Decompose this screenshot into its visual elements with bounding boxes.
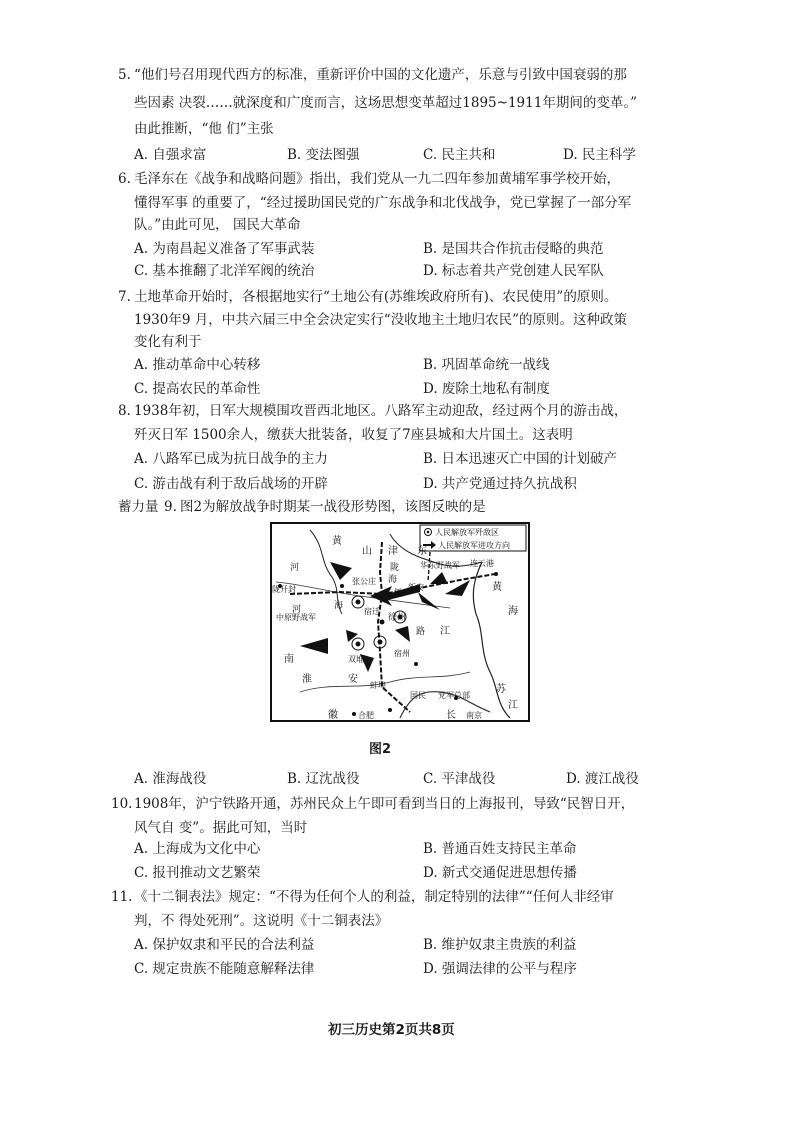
q6-stem-line-3: 队。”由此可见， 国民大革命	[134, 217, 301, 233]
q9-lead: 蓄力量	[118, 499, 159, 515]
q7-stem-line-2: 1930年9 月，中共六届三中全会决定实行“没收地主土地归农民”的原则。这种政策	[134, 312, 628, 328]
q10-option-c: C. 报刊推动文艺繁荣	[134, 865, 261, 881]
q7-option-c: C. 提高农民的革命性	[134, 381, 261, 397]
q6-stem-line-1: 毛泽东在《战争和战略问题》指出，我们党从一九二四年参加黄埔军事学校开始，	[134, 171, 620, 187]
q5-stem-line-3: 由此推断，“他 们”主张	[134, 121, 274, 137]
map-label: 东	[417, 546, 427, 557]
q7-option-d: D. 废除土地私有制度	[423, 381, 550, 397]
q10-option-d: D. 新式交通促进思想传播	[423, 865, 577, 881]
q10-stem-line-1: 1908年，沪宁铁路开通，苏州民众上午即可看到当日的上海报刊，导致“民智日开，	[134, 796, 635, 812]
q9-option-d: D. 渡江战役	[566, 771, 639, 787]
q8-stem-line-2: 歼灭日军 1500余人，缴获大批装备，收复了7座县城和大片国土。这表明	[134, 427, 573, 443]
map-label: 双堆	[348, 655, 364, 664]
q10-option-b: B. 普通百姓支持民主革命	[423, 841, 577, 857]
map-label: 路	[416, 627, 426, 637]
q5-stem-line-1: “他们号召用现代西方的标准，重新评价中国的文化遗产，乐意与引致中国衰弱的那	[134, 67, 627, 83]
q5-stem-line-2: 些因素 决裂……就深度和广度而言，这场思想变革超过1895~1911年期间的变革。”	[134, 95, 637, 111]
map-label: 国民	[410, 691, 426, 700]
q5-option-d: D. 民主科学	[563, 147, 636, 163]
map-label: 华东野战军	[420, 561, 460, 570]
map-label: 徐州	[388, 613, 407, 623]
q11-option-c: C. 规定贵族不能随意解释法律	[134, 961, 315, 977]
map-label: 江	[440, 626, 450, 637]
map-label: 河	[290, 563, 300, 573]
q7-stem-line-3: 变化有利于	[134, 334, 202, 350]
q10-number: 10.	[111, 796, 133, 812]
q9-option-a: A. 淮海战役	[134, 771, 207, 787]
map-label: 宿州	[394, 649, 410, 658]
map-label: 中原野战军	[276, 613, 316, 622]
q11-option-b: B. 维护奴隶主贵族的利益	[423, 937, 577, 953]
q11-stem-line-2: 判，不 得处死刑”。这说明《十二铜表法》	[134, 913, 389, 929]
legend-annihilation-zone: 人民解放军歼敌区	[435, 528, 499, 537]
map-label: 山	[362, 546, 372, 557]
map-label: 淮	[302, 674, 312, 685]
q7-option-a: A. 推动革命中心转移	[134, 357, 261, 373]
map-label: 安	[348, 674, 358, 685]
q9-stem: 图2为解放战争时期某一战役形势图，该图反映的是	[180, 499, 486, 515]
map-label: 党军总部	[438, 691, 470, 700]
map-label: 海	[388, 575, 398, 585]
map-label: 铁	[394, 589, 404, 599]
map-label: 合肥	[358, 711, 374, 720]
q11-number: 11.	[111, 889, 133, 905]
q8-option-b: B. 日本迅速灭亡中国的计划破产	[423, 451, 618, 467]
q6-option-a: A. 为南昌起义准备了军事武装	[134, 241, 315, 257]
q6-option-b: B. 是国共合作抗击侵略的典范	[423, 241, 604, 257]
q8-number: 8.	[118, 403, 131, 419]
map-label: 徽	[328, 710, 338, 721]
map-label: 河	[292, 605, 302, 615]
map-label: 江	[508, 700, 518, 711]
q11-stem-line-1: 《十二铜表法》规定：“不得为任何个人的利益，制定特别的法律”“任何人非经审	[134, 889, 614, 905]
q6-option-c: C. 基本推翻了北洋军阀的统治	[134, 263, 315, 279]
map-label: 陇开封	[272, 585, 296, 594]
q10-option-a: A. 上海成为文化中心	[134, 841, 261, 857]
figure-caption: 图2	[369, 742, 392, 757]
page-footer: 初三历史第2页共8页	[328, 1022, 455, 1038]
map-label: 海	[334, 601, 344, 611]
map-label: 黄	[332, 536, 342, 547]
q5-option-b: B. 变法图强	[287, 147, 360, 163]
q6-number: 6.	[118, 171, 131, 187]
legend-attack-direction: 人民解放军进攻方向	[438, 541, 510, 550]
map-label: 蚌埠	[370, 681, 386, 690]
q11-option-d: D. 强调法律的公平与程序	[423, 961, 577, 977]
q9-option-b: B. 辽沈战役	[287, 771, 360, 787]
map-label: 海	[508, 606, 518, 617]
q8-option-d: D. 共产党通过持久抗战积	[423, 476, 577, 492]
q8-option-c: C. 游击战有利于敌后战场的开辟	[134, 476, 328, 492]
q7-option-b: B. 巩固革命统一战线	[423, 357, 550, 373]
q7-number: 7.	[118, 289, 131, 305]
map-label: 连云港	[470, 559, 494, 568]
q6-option-d: D. 标志着共产党创建人民军队	[423, 263, 604, 279]
map-label: 张公庄	[352, 577, 376, 586]
map-label: 南	[284, 654, 294, 665]
q7-stem-line-1: 土地革命开始时，各根据地实行“土地公有(苏维埃政府所有)、农民使用”的原则。	[134, 289, 618, 305]
q10-stem-line-2: 风气自 变”。据此可知，当时	[134, 820, 308, 836]
q5-option-a: A. 自强求富	[134, 147, 207, 163]
battle-map-figure	[270, 522, 530, 722]
map-label: 长	[446, 710, 456, 721]
q5-number: 5.	[118, 67, 131, 83]
map-label: 津	[388, 546, 398, 557]
q8-stem-line-1: 1938年初，日军大规模围攻晋西北地区。八路军主动迎敌，经过两个月的游击战，	[134, 403, 628, 419]
q11-option-a: A. 保护奴隶和平民的合法利益	[134, 937, 315, 953]
q5-option-c: C. 民主共和	[423, 147, 496, 163]
q8-option-a: A. 八路军已成为抗日战争的主力	[134, 451, 328, 467]
q9-number: 9.	[164, 499, 177, 515]
map-label: 南京	[466, 711, 482, 720]
map-label: 苏	[496, 684, 506, 695]
map-label: 陇	[390, 563, 400, 573]
q9-option-c: C. 平津战役	[423, 771, 496, 787]
q6-stem-line-2: 懂得军事 的重要了，“经过援助国民党的广东战争和北伐战争，党已掌握了一部分军	[134, 195, 632, 211]
map-label: 黄	[492, 582, 502, 593]
map-label: 宿迁	[364, 607, 380, 616]
map-label: 新安	[408, 583, 424, 592]
